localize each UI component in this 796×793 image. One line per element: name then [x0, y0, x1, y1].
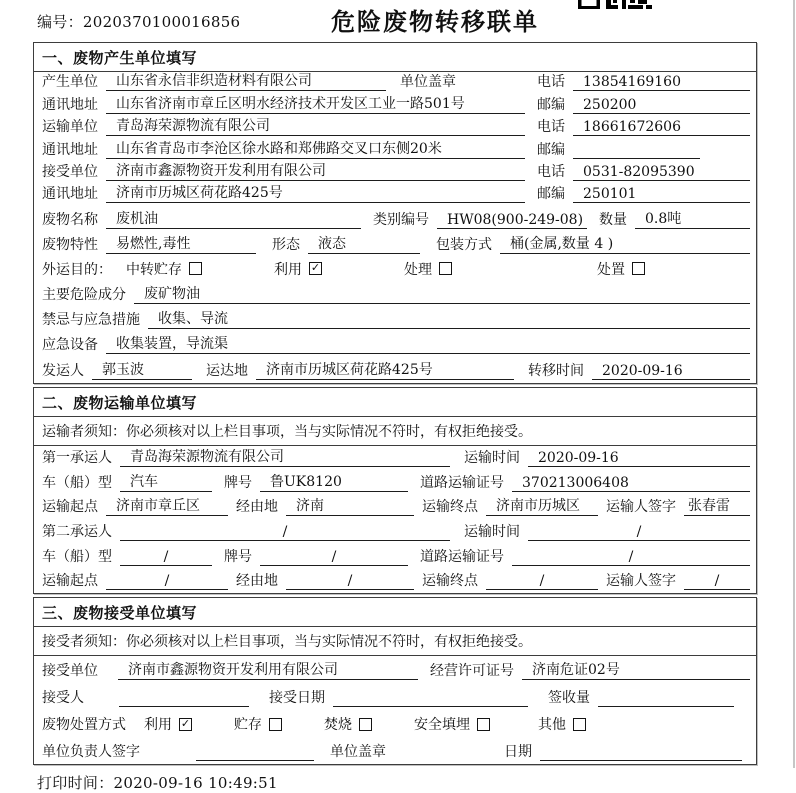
receiving-unit-label: 接受单位 — [42, 663, 98, 680]
route2-sign-value: / — [684, 573, 750, 590]
print-time-label: 打印时间： — [37, 774, 114, 793]
row-vehicle2 — [34, 544, 756, 569]
waste-category-label: 类别编号 — [373, 211, 429, 228]
purpose-treat-checkbox — [439, 262, 452, 275]
route2-via-value: / — [286, 573, 414, 590]
print-time-value: 2020-09-16 10:49:51 — [113, 774, 278, 793]
transporter-value: 青岛海荣源物流有限公司 — [106, 115, 525, 136]
road-permit2-value: / — [512, 549, 750, 566]
row-producer — [34, 72, 756, 94]
section1-title: 一、废物产生单位填写 — [34, 43, 756, 72]
transport-time2-value: / — [528, 524, 750, 541]
disposal-option-other — [538, 714, 586, 734]
responsible-sign-value — [196, 745, 314, 761]
qr-code-icon — [578, 0, 652, 10]
route1-via-label: 经由地 — [236, 499, 278, 516]
disposal-landfill-label: 安全填埋 — [414, 717, 470, 734]
route1-via-value: 济南 — [286, 495, 414, 516]
row-transporter — [34, 117, 756, 139]
receiver-notice: 接受者须知：你必须核对以上栏目事项，当与实际情况不符时，有权拒绝接受。 — [34, 627, 756, 656]
row-first-carrier — [34, 446, 756, 471]
route2-end-label: 运输终点 — [422, 573, 478, 590]
transporter-address-label: 通讯地址 — [42, 141, 98, 158]
sign-date-value — [540, 745, 742, 761]
purpose-transit-storage-checkbox — [189, 262, 202, 275]
section-transporter — [33, 387, 757, 595]
purpose-utilize-checkbox: ✓ — [310, 261, 321, 275]
emergency-equipment-label: 应急设备 — [42, 337, 98, 354]
section-producer — [33, 42, 757, 384]
destination-label: 运达地 — [206, 362, 248, 379]
route1-end-label: 运输终点 — [422, 499, 478, 516]
transfer-time-value: 2020-09-16 — [592, 363, 750, 380]
document-header — [0, 0, 796, 40]
producer-phone-label: 电话 — [537, 74, 565, 91]
purpose-option-treat — [404, 259, 452, 279]
destination-value: 济南市历城区荷花路425号 — [256, 359, 514, 380]
producer-label: 产生单位 — [42, 74, 98, 91]
vehicle-type1-value: 汽车 — [120, 471, 212, 492]
hazard-components-label: 主要危险成分 — [42, 287, 126, 304]
receiver-label: 接受单位 — [42, 163, 98, 180]
second-carrier-value: / — [120, 524, 450, 541]
row-responsible-sign — [34, 737, 756, 764]
route1-end-value: 济南市历城区 — [486, 495, 598, 516]
transporter-zip-value — [573, 143, 700, 159]
row-route1 — [34, 495, 756, 520]
disposal-method-label: 废物处置方式 — [42, 717, 126, 734]
waste-traits-value: 易燃性,毒性 — [106, 233, 256, 254]
purpose-treat-label: 处理 — [404, 261, 432, 278]
transport-time1-label: 运输时间 — [464, 450, 520, 467]
license-value: 济南危证02号 — [522, 659, 750, 680]
purpose-utilize-label: 利用 — [274, 261, 302, 278]
transporter-label: 运输单位 — [42, 119, 98, 136]
receiver-value: 济南市鑫源物资开发利用有限公司 — [106, 160, 525, 181]
plate2-label: 牌号 — [224, 548, 252, 565]
route2-end-value: / — [486, 573, 598, 590]
road-permit1-label: 道路运输证号 — [420, 474, 504, 491]
disposal-option-incinerate — [324, 714, 372, 734]
shipper-value: 郭玉波 — [92, 359, 192, 380]
plate2-value: / — [260, 549, 408, 566]
transporter-phone-label: 电话 — [537, 119, 565, 136]
purpose-dispose-label: 处置 — [597, 261, 625, 278]
disposal-option-store — [234, 714, 282, 734]
emergency-measures-label: 禁忌与应急措施 — [42, 312, 140, 329]
plate1-value: 鲁UK8120 — [260, 471, 408, 492]
route2-start-value: / — [106, 573, 228, 590]
row-vehicle1 — [34, 470, 756, 495]
receiving-unit-value: 济南市鑫源物资开发利用有限公司 — [118, 659, 418, 680]
sign-date-label: 日期 — [504, 744, 532, 761]
emergency-equipment-value: 收集装置，导流渠 — [106, 333, 750, 354]
row-transporter-address — [34, 139, 756, 161]
purpose-dispose-checkbox — [632, 262, 645, 275]
row-shipper — [34, 357, 756, 382]
accept-qty-label: 签收量 — [548, 690, 590, 707]
first-carrier-label: 第一承运人 — [42, 450, 112, 467]
route1-sign-value: 张春雷 — [684, 495, 750, 516]
transporter-phone-value: 18661672606 — [573, 119, 750, 136]
row-emergency-measures — [34, 307, 756, 332]
vehicle-type1-label: 车（船）型 — [42, 474, 112, 491]
accept-person-value — [119, 691, 249, 707]
accept-date-value — [333, 691, 528, 707]
row-waste-name — [34, 206, 756, 231]
transfer-time-label: 转移时间 — [528, 362, 584, 379]
manifest-form — [33, 42, 757, 765]
producer-zip-label: 邮编 — [537, 96, 565, 113]
doc-number-value: 2020370100016856 — [82, 13, 241, 31]
disposal-store-checkbox — [269, 718, 282, 731]
disposal-other-checkbox — [573, 718, 586, 731]
disposal-option-utilize — [144, 714, 192, 734]
vehicle-type2-value: / — [120, 549, 212, 566]
waste-name-label: 废物名称 — [42, 211, 98, 228]
waste-qty-value: 0.8吨 — [635, 208, 750, 229]
row-disposal-method — [34, 710, 756, 737]
section-receiver — [33, 597, 757, 765]
receiver-seal-label: 单位盖章 — [330, 744, 386, 761]
waste-traits-label: 废物特性 — [42, 236, 98, 253]
producer-address-value: 山东省济南市章丘区明水经济技术开发区工业一路501号 — [106, 93, 525, 114]
section2-title: 二、废物运输单位填写 — [34, 388, 756, 417]
accept-person-label: 接受人 — [42, 690, 84, 707]
responsible-sign-label: 单位负责人签字 — [42, 744, 140, 761]
row-transfer-purpose — [34, 257, 756, 282]
disposal-utilize-label: 利用 — [144, 717, 172, 734]
row-second-carrier — [34, 519, 756, 544]
row-emergency-equipment — [34, 332, 756, 357]
waste-form-value: 液态 — [308, 233, 420, 254]
plate1-label: 牌号 — [224, 474, 252, 491]
row-waste-traits — [34, 232, 756, 257]
receiver-phone-label: 电话 — [537, 163, 565, 180]
purpose-option-utilize — [274, 259, 322, 279]
disposal-other-label: 其他 — [538, 717, 566, 734]
receiver-phone-value: 0531-82095390 — [573, 164, 750, 181]
waste-qty-label: 数量 — [599, 211, 627, 228]
receiver-address-label: 通讯地址 — [42, 186, 98, 203]
packing-value: 桶(金属,数量 4 ) — [500, 233, 750, 254]
packing-label: 包装方式 — [436, 236, 492, 253]
print-time — [37, 772, 796, 793]
waste-form-label: 形态 — [272, 236, 300, 253]
row-receiver — [34, 162, 756, 184]
receiver-address-value: 济南市历城区荷花路425号 — [106, 182, 525, 203]
unit-seal-label: 单位盖章 — [400, 74, 456, 91]
route1-start-value: 济南市章丘区 — [106, 495, 228, 516]
row-route2 — [34, 569, 756, 594]
disposal-store-label: 贮存 — [234, 717, 262, 734]
route1-start-label: 运输起点 — [42, 499, 98, 516]
shipper-label: 发运人 — [42, 362, 84, 379]
disposal-landfill-checkbox — [477, 718, 490, 731]
disposal-utilize-checkbox: ✓ — [180, 716, 191, 730]
producer-zip-value: 250200 — [573, 97, 750, 114]
purpose-option-dispose — [597, 259, 645, 279]
page-right-edge — [793, 0, 795, 768]
waste-name-value: 废机油 — [106, 208, 361, 229]
second-carrier-label: 第二承运人 — [42, 524, 112, 541]
disposal-option-landfill — [414, 714, 490, 734]
license-label: 经营许可证号 — [430, 663, 514, 680]
receiver-zip-label: 邮编 — [537, 186, 565, 203]
first-carrier-value: 青岛海荣源物流有限公司 — [120, 446, 450, 467]
route1-sign-label: 运输人签字 — [606, 499, 676, 516]
row-hazard-components — [34, 282, 756, 307]
disposal-incinerate-label: 焚烧 — [324, 717, 352, 734]
route2-start-label: 运输起点 — [42, 573, 98, 590]
hazard-components-value: 废矿物油 — [134, 283, 750, 304]
doc-number-label: 编号： — [37, 13, 83, 31]
road-permit2-label: 道路运输证号 — [420, 548, 504, 565]
receiver-zip-value: 250101 — [573, 186, 750, 203]
route2-via-label: 经由地 — [236, 573, 278, 590]
row-receiver-address — [34, 184, 756, 206]
vehicle-type2-label: 车（船）型 — [42, 548, 112, 565]
row-accept — [34, 683, 756, 710]
transporter-notice: 运输者须知：你必须核对以上栏目事项，当与实际情况不符时，有权拒绝接受。 — [34, 417, 756, 446]
transport-time1-value: 2020-09-16 — [528, 450, 750, 467]
route2-sign-label: 运输人签字 — [606, 573, 676, 590]
page-title: 危险废物转移联单 — [331, 7, 539, 36]
row-producer-address — [34, 94, 756, 116]
accept-qty-value — [598, 691, 734, 707]
section3-title: 三、废物接受单位填写 — [34, 598, 756, 627]
doc-number — [37, 11, 240, 32]
transport-time2-label: 运输时间 — [464, 524, 520, 541]
producer-phone-value: 13854169160 — [573, 74, 750, 91]
road-permit1-value: 370213006408 — [512, 475, 750, 492]
transporter-address-value: 山东省青岛市李沧区徐水路和郑佛路交叉口东侧20米 — [106, 138, 525, 159]
emergency-measures-value: 收集、导流 — [148, 308, 750, 329]
row-receiving-unit — [34, 656, 756, 683]
producer-address-label: 通讯地址 — [42, 96, 98, 113]
transporter-zip-label: 邮编 — [537, 141, 565, 158]
disposal-incinerate-checkbox — [359, 718, 372, 731]
purpose-option-transit-storage — [126, 259, 202, 279]
transfer-purpose-label: 外运目的： — [42, 261, 112, 278]
accept-date-label: 接受日期 — [269, 690, 325, 707]
purpose-transit-storage-label: 中转贮存 — [126, 261, 182, 278]
producer-value: 山东省永信非织造材料有限公司 — [106, 70, 386, 91]
waste-category-value: HW08(900-249-08) — [437, 212, 587, 229]
